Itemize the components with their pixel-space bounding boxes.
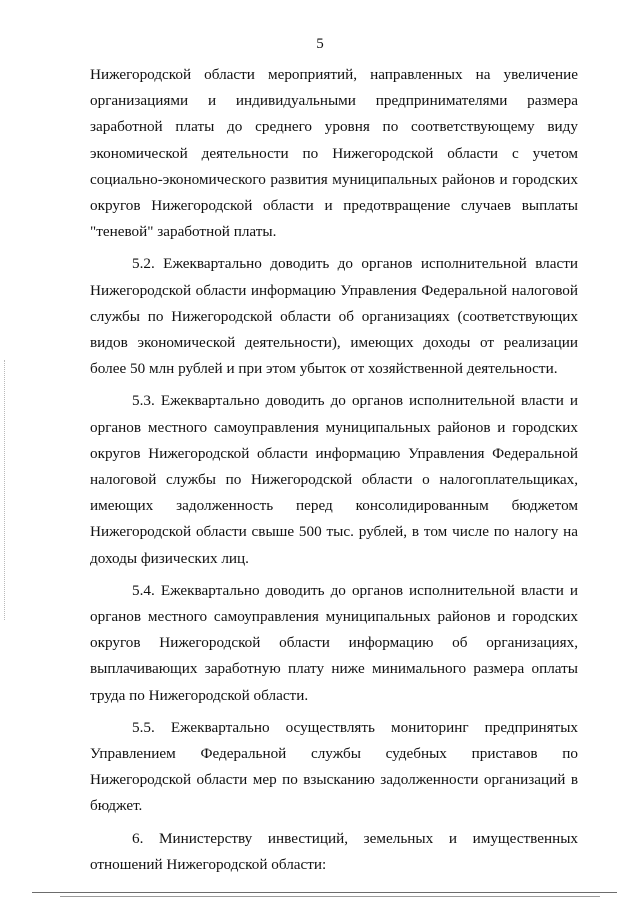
text-line: органов местного самоуправления муниципальных районов и городских [90,418,578,436]
document-body [90,62,578,884]
text-line: отношений Нижегородской области: [90,855,327,873]
paragraph-5-3 [90,388,578,571]
text-line: экономической деятельности по Нижегородской области с учетом [90,144,578,162]
text-line: 5.2. Ежеквартально доводить до органов исполнительной власти [132,255,578,273]
text-line: органов местного самоуправления муниципальных районов и городских [90,608,578,626]
text-line: "теневой" заработной платы. [90,223,277,241]
text-line: службы по Нижегородской области об организациях (соответствующих [90,307,578,325]
paragraph-6 [90,826,578,878]
text-line: труда по Нижегородской области. [90,686,309,704]
text-line: имеющих задолженность перед консолидированным бюджетом [90,497,578,515]
text-line: Нижегородской области информацию Управления Федеральной налоговой [90,281,578,299]
text-line: бюджет. [90,797,143,815]
text-line: 5.5. Ежеквартально осуществлять мониторинг предпринятых [132,718,578,736]
text-line: Нижегородской области мер по взысканию задолженности организаций в [90,771,578,789]
text-line: округов Нижегородской области информацию об организациях, [90,634,578,652]
paragraph-continuation [90,62,578,245]
text-line: заработной платы до среднего уровня по соответствующему виду [90,118,578,136]
text-line: Нижегородской области мероприятий, направленных на увеличение [90,66,578,83]
page-number: 5 [316,36,324,52]
text-line: Нижегородской области свыше 500 тыс. рублей, в том числе по налогу на [90,523,578,541]
text-line: социально-экономического развития муниципальных районов и городских [90,170,578,188]
text-line: видов экономической деятельности), имеющих доходы от реализации [90,334,578,352]
text-line: налоговой службы по Нижегородской области о налогоплательщиках, [90,471,578,489]
text-line: выплачивающих заработную плату ниже минимального размера оплаты [90,660,578,678]
paragraph-5-2 [90,251,578,382]
paragraph-5-5 [90,715,578,820]
text-line: 5.3. Ежеквартально доводить до органов исполнительной власти и [132,392,578,410]
text-line: округов Нижегородской области и предотвращение случаев выплаты [90,197,578,215]
text-line: доходы физических лиц. [90,549,249,567]
paragraph-5-4 [90,578,578,709]
text-line: округов Нижегородской области информацию Управления Федеральной [90,444,578,462]
scan-edge-marks [4,360,7,620]
text-line: 6. Министерству инвестиций, земельных и имущественных [132,829,578,847]
text-line: организациями и индивидуальными предпринимателями размера [90,92,578,110]
text-line: Управлением Федеральной службы судебных приставов по [90,745,578,763]
text-line: более 50 млн рублей и при этом убыток от хозяйственной деятельности. [90,360,558,378]
bottom-scan-line [32,892,617,893]
bottom-scan-line [60,896,600,897]
text-line: 5.4. Ежеквартально доводить до органов исполнительной власти и [132,581,578,599]
